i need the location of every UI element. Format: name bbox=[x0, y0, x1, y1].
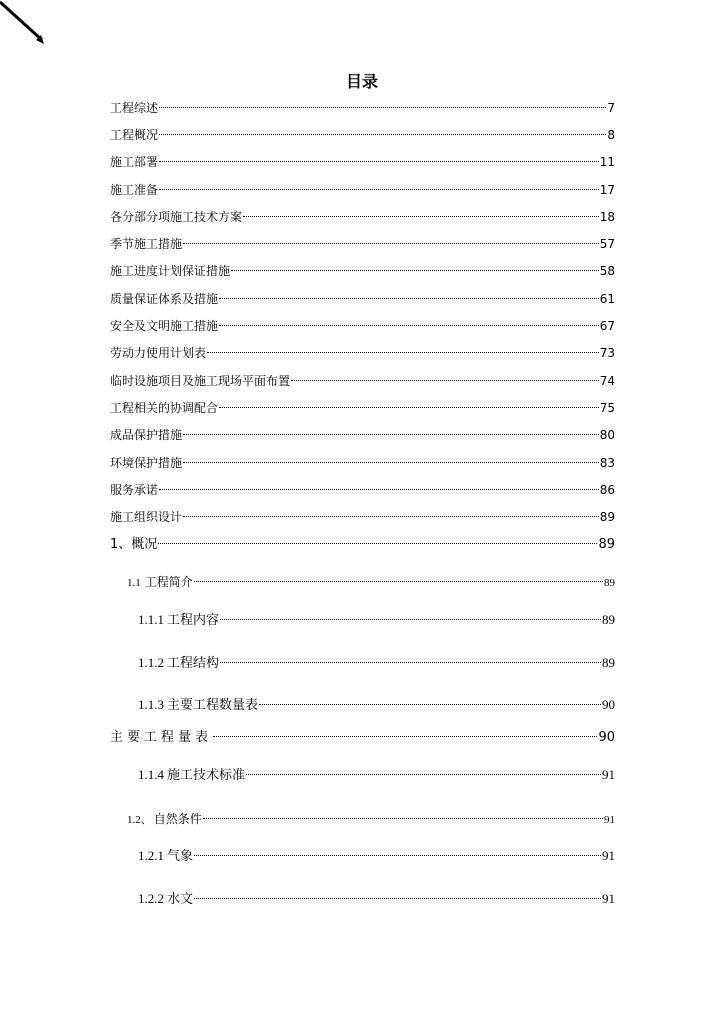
toc-entry[interactable]: 成品保护措施 80 bbox=[110, 428, 615, 442]
toc-entry[interactable]: 工程综述 7 bbox=[110, 101, 615, 115]
toc-entry[interactable]: 季节施工措施 57 bbox=[110, 237, 615, 251]
toc-entry[interactable]: 1.2.2 水文 91 bbox=[138, 891, 615, 907]
toc-entry[interactable]: 施工进度计划保证措施 58 bbox=[110, 264, 615, 278]
toc-entry[interactable]: 各分部分项施工技术方案 18 bbox=[110, 210, 615, 224]
toc-entry[interactable]: 1.1.3 主要工程数量表 90 bbox=[138, 697, 615, 713]
toc-entry[interactable]: 环境保护措施 83 bbox=[110, 456, 615, 470]
corner-arrow-icon bbox=[0, 0, 50, 50]
toc-entry[interactable]: 劳动力使用计划表 73 bbox=[110, 346, 615, 360]
toc-entry[interactable]: 1.2.1 气象 91 bbox=[138, 848, 615, 864]
toc-entry[interactable]: 工程概况 8 bbox=[110, 128, 615, 142]
toc-entry[interactable]: 安全及文明施工措施 67 bbox=[110, 319, 615, 333]
page-title: 目录 bbox=[345, 72, 378, 91]
toc-entry[interactable]: 施工部署 11 bbox=[110, 155, 615, 169]
toc-entry[interactable]: 1.1.1 工程内容 89 bbox=[138, 612, 615, 628]
toc-entry[interactable]: 施工组织设计 89 bbox=[110, 510, 615, 524]
toc-entry[interactable]: 1.1 工程简介 89 bbox=[127, 575, 615, 589]
toc-entry[interactable]: 1.1.4 施工技术标准 91 bbox=[138, 767, 615, 783]
toc-entry[interactable]: 1.2、 自然条件 91 bbox=[127, 812, 615, 826]
toc-entry[interactable]: 主要工程量表 90 bbox=[110, 730, 615, 745]
toc-entry[interactable]: 质量保证体系及措施 61 bbox=[110, 292, 615, 306]
toc-entry[interactable]: 服务承诺 86 bbox=[110, 483, 615, 497]
toc-entry[interactable]: 1、概况 89 bbox=[110, 537, 615, 552]
toc-entry[interactable]: 施工准备 17 bbox=[110, 183, 615, 197]
toc-entry[interactable]: 工程相关的协调配合 75 bbox=[110, 401, 615, 415]
toc-entry[interactable]: 临时设施项目及施工现场平面布置 74 bbox=[110, 374, 615, 388]
toc-entry[interactable]: 1.1.2 工程结构 89 bbox=[138, 655, 615, 671]
